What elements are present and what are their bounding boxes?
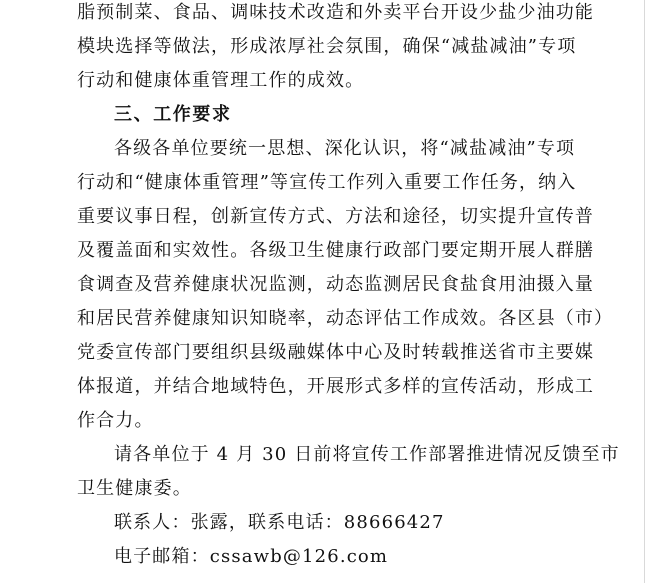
text-line: 及覆盖面和实效性。各级卫生健康行政部门要定期开展人群膳 — [77, 240, 595, 261]
paragraph-measures-continued — [77, 0, 595, 98]
text-line: 各级各单位要统一思想、深化认识，将“减盐减油”专项 — [114, 138, 576, 159]
paragraph-feedback-deadline — [77, 438, 620, 506]
text-line: 党委宣传部门要组织县级融媒体中心及时转载推送省市主要媒 — [77, 342, 595, 363]
text-line: 模块选择等做法，形成浓厚社会氛围，确保“减盐减油”专项 — [77, 36, 577, 57]
text-line: 请各单位于 4 月 30 日前将宣传工作部署推进情况反馈至市 — [114, 444, 620, 465]
text-line: 体报道，并结合地域特色，开展形式多样的宣传活动，形成工 — [77, 376, 595, 397]
document-body — [77, 0, 620, 574]
section-heading: 三、工作要求 — [114, 104, 232, 125]
text-line: 和居民营养健康知识知晓率，动态评估工作成效。各区县（市） — [77, 308, 614, 329]
page-edge-divider — [644, 0, 645, 583]
text-line: 行动和“健康体重管理”等宣传工作列入重要工作任务，纳入 — [77, 172, 577, 193]
text-line: 食调查及营养健康状况监测，动态监测居民食盐食用油摄入量 — [77, 274, 595, 295]
contact-block — [77, 506, 582, 574]
contact-email-line: 电子邮箱：cssawb@126.com — [114, 546, 389, 567]
text-line: 脂预制菜、食品、调味技术改造和外卖平台开设少盐少油功能 — [77, 2, 595, 23]
text-line: 作合力。 — [77, 410, 154, 431]
contact-person-line: 联系人：张露，联系电话：88666427 — [114, 512, 445, 533]
text-line: 重要议事日程，创新宣传方式、方法和途径，切实提升宣传普 — [77, 206, 595, 227]
paragraph-work-requirements — [77, 132, 614, 438]
text-line: 卫生健康委。 — [77, 478, 192, 499]
text-line: 行动和健康体重管理工作的成效。 — [77, 70, 365, 91]
